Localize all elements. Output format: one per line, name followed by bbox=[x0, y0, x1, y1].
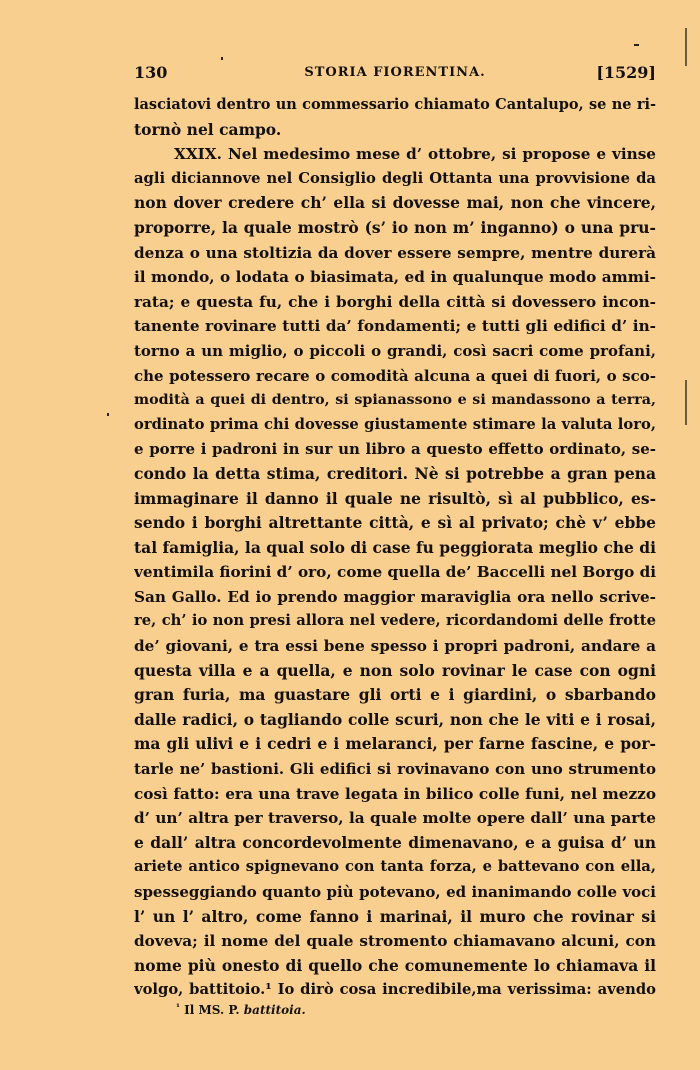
text-line: spesseggiando quanto più potevano, ed inanimando colle voci bbox=[134, 883, 656, 901]
scan-speck bbox=[107, 413, 109, 416]
text-line: volgo, battitoio.¹ Io dirò cosa incredibile,ma verissima: avendo bbox=[134, 981, 656, 999]
scan-speck bbox=[221, 57, 223, 60]
page-number: 130 bbox=[134, 63, 168, 82]
text-line: questa villa e a quella, e non solo rovinar le case con ogni bbox=[134, 660, 656, 680]
text-line: immaginare il danno il quale ne risultò, sì al pubblico, es- bbox=[134, 488, 656, 508]
page-header bbox=[134, 63, 656, 87]
text-line: nome più onesto di quello che comunemente lo chiamava il bbox=[134, 955, 656, 975]
text-line: tarle ne’ bastioni. Gli edifici si rovinavano con uno strumento bbox=[134, 760, 656, 779]
text-line: agli diciannove nel Consiglio degli Ottanta una provvisione da bbox=[134, 169, 656, 187]
text-line: e dall’ altra concordevolmente dimenavano, e a guisa d’ un bbox=[134, 832, 656, 852]
scan-speck bbox=[634, 44, 639, 46]
text-line: ventimila fiorini d’ oro, come quella de’ Baccelli nel Borgo di bbox=[134, 563, 656, 582]
text-line: e porre i padroni in sur un libro a questo effetto ordinato, se- bbox=[134, 440, 656, 459]
scan-edge-line bbox=[685, 28, 687, 66]
year-marker: [1529] bbox=[596, 63, 656, 82]
text-line: che potessero recare o comodità alcuna a quei di fuori, o sco- bbox=[134, 366, 656, 385]
text-line: d’ un’ altra per traverso, la quale molte opere dall’ una parte bbox=[134, 809, 656, 828]
text-line: il mondo, o lodata o biasimata, ed in qualunque modo ammi- bbox=[134, 268, 656, 287]
text-line: doveva; il nome del quale stromento chiamavano alcuni, con bbox=[134, 932, 656, 951]
text-line: re, ch’ io non presi allora nel vedere, ricordandomi delle frotte bbox=[134, 612, 656, 630]
text-line: tal famiglia, la qual solo di case fu peggiorata meglio che di bbox=[134, 537, 656, 557]
text-line: proporre, la quale mostrò (s’ io non m’ inganno) o una pru- bbox=[134, 217, 656, 237]
running-title: STORIA FIORENTINA. bbox=[304, 65, 486, 80]
text-line: l’ un l’ altro, come fanno i marinai, il muro che rovinar si bbox=[134, 906, 656, 926]
footnote bbox=[176, 1003, 306, 1017]
text-line: gran furia, ma guastare gli orti e i giardini, o sbarbando bbox=[134, 685, 656, 705]
text-line: rata; e questa fu, che i borghi della città si dovessero incon- bbox=[134, 292, 656, 311]
text-line: ariete antico spignevano con tanta forza, e battevano con ella, bbox=[134, 858, 656, 876]
text-line: XXIX. Nel medesimo mese d’ ottobre, si propose e vinse bbox=[174, 145, 656, 164]
body-text bbox=[134, 93, 656, 1003]
text-line: sendo i borghi altrettante città, e sì al privato; chè v’ ebbe bbox=[134, 513, 656, 533]
text-line: tanente rovinare tutti da’ fondamenti; e tutti gli edifici d’ in- bbox=[134, 317, 656, 336]
text-line: San Gallo. Ed io prendo maggior maraviglia ora nello scrive- bbox=[134, 587, 656, 606]
text-line: ma gli ulivi e i cedri e i melaranci, per farne fascine, e por- bbox=[134, 734, 656, 754]
text-line: modità a quei di dentro, si spianassono e si mandassono a terra, bbox=[134, 392, 656, 409]
text-line: torno a un miglio, o piccoli o grandi, così sacri come profani, bbox=[134, 341, 656, 360]
footnote-marker: ¹ bbox=[176, 1003, 180, 1013]
footnote-text: Il MS. P. bbox=[184, 1003, 240, 1017]
text-line: non dover credere ch’ ella si dovesse mai, non che vincere, bbox=[134, 193, 656, 213]
footnote-italic-text: battitoia. bbox=[243, 1003, 306, 1017]
text-line: lasciatovi dentro un commessario chiamato Cantalupo, se ne ri- bbox=[134, 96, 656, 113]
text-line: denza o una stoltizia da dover essere sempre, mentre durerà bbox=[134, 243, 656, 262]
text-line: tornò nel campo. bbox=[134, 119, 282, 139]
text-line: ordinato prima chi dovesse giustamente stimare la valuta loro, bbox=[134, 415, 656, 433]
scan-edge-line bbox=[685, 380, 687, 425]
text-line: condo la detta stima, creditori. Nè si potrebbe a gran pena bbox=[134, 463, 656, 483]
text-line: de’ giovani, e tra essi bene spesso i propri padroni, andare a bbox=[134, 637, 656, 656]
text-line: dalle radici, o tagliando colle scuri, non che le viti e i rosai, bbox=[134, 709, 656, 729]
text-line: così fatto: era una trave legata in bilico colle funi, nel mezzo bbox=[134, 784, 656, 803]
